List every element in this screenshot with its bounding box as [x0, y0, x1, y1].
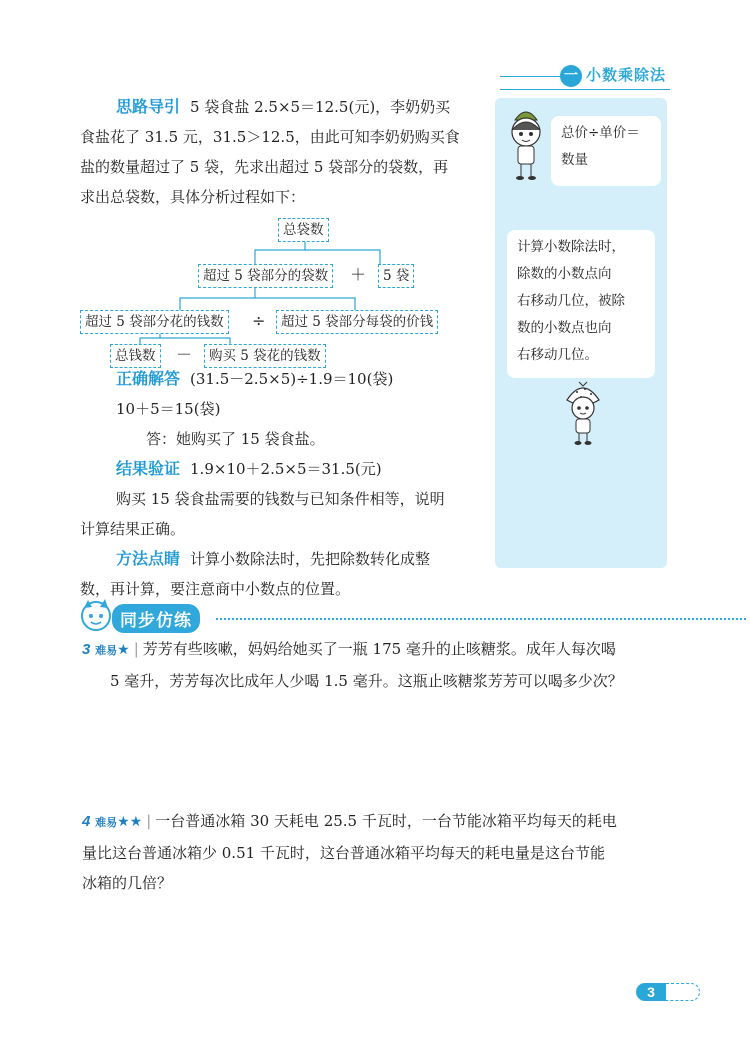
problem-4-line-1: 一台普通冰箱 30 天耗电 25.5 千瓦时，一台节能冰箱平均每天的耗电	[155, 812, 617, 830]
practice-dotted-rule	[216, 618, 746, 620]
page-number-value: 3	[636, 983, 666, 1001]
problem-4	[82, 806, 672, 898]
thinking-line-4: 求出总袋数，具体分析过程如下：	[80, 188, 306, 206]
problem-4-difficulty: 难易	[95, 816, 118, 829]
problem-4-line-3: 冰箱的几倍？	[82, 874, 173, 892]
result-verify	[80, 454, 490, 544]
problem-4-line-2: 量比这台普通冰箱少 0.51 千瓦时，这台普通冰箱平均每天的耗电量是这台节能	[82, 844, 605, 862]
girl-character-icon	[501, 106, 551, 182]
verify-label: 结果验证	[116, 459, 181, 478]
problem-3-number: 3	[82, 641, 91, 658]
section-header	[500, 62, 720, 92]
thinking-line-3: 盐的数量超过了 5 袋，先求出超过 5 袋部分的袋数，再	[80, 158, 449, 176]
tip-2-line-3: 右移动几位，被除	[517, 293, 625, 309]
tree-extra-bags: 超过 5 袋部分的袋数	[198, 264, 333, 288]
problem-4-separator: |	[146, 812, 152, 830]
answer-line-1: (31.5－2.5×5)÷1.9＝10(袋)	[190, 370, 394, 388]
tip-1-line-1: 总价÷单价＝	[561, 125, 640, 141]
problem-3-line-2: 5 毫升，芳芳每次比成年人少喝 1.5 毫升。这瓶止咳糖浆芳芳可以喝多少次？	[110, 672, 623, 690]
tree-minus-sign: －	[176, 345, 193, 364]
section-number-badge: 一	[560, 65, 582, 87]
tip-2-line-4: 数的小数点也向	[517, 320, 612, 336]
tree-five-cost: 购买 5 袋花的钱数	[204, 344, 326, 368]
verify-line-2: 购买 15 袋食盐需要的钱数与已知条件相等，说明	[116, 490, 445, 508]
verify-line-1: 1.9×10＋2.5×5＝31.5(元)	[190, 460, 382, 478]
practice-title: 同步仿练	[112, 604, 200, 633]
problem-3	[82, 634, 672, 696]
thinking-label: 思路导引	[116, 97, 181, 116]
section-title: 小数乘除法	[586, 66, 667, 84]
method-line-2: 数，再计算，要注意商中小数点的位置。	[80, 580, 351, 598]
problem-3-stars: ★	[117, 642, 130, 658]
problem-3-separator: |	[133, 640, 139, 658]
answer-line-3: 答：她购买了 15 袋食盐。	[146, 430, 325, 448]
header-underline	[500, 89, 670, 90]
tip-2-line-2: 除数的小数点向	[517, 266, 612, 282]
practice-banner	[78, 598, 678, 638]
tree-total-bags: 总袋数	[278, 218, 329, 242]
problem-4-stars: ★★	[117, 814, 143, 830]
problem-4-number: 4	[82, 813, 91, 830]
worked-example	[80, 92, 490, 604]
method-line-1: 计算小数除法时，先把除数转化成整	[190, 550, 431, 568]
verify-line-3: 计算结果正确。	[80, 520, 186, 538]
strawberry-character-icon	[561, 380, 605, 446]
tip-bubble-2	[507, 230, 655, 378]
tip-1-line-2: 数量	[561, 152, 588, 168]
answer-line-2: 10＋5＝15(袋)	[116, 400, 221, 418]
problem-3-line-1: 芳芳有些咳嗽，妈妈给她买了一瓶 175 毫升的止咳糖浆。成年人每次喝	[142, 640, 616, 658]
tip-bubble-1	[551, 116, 661, 186]
header-rule	[500, 76, 560, 77]
tree-divide-sign: ÷	[252, 311, 266, 330]
tree-five-bags: 5 袋	[378, 264, 414, 288]
thinking-line-2: 食盐花了 31.5 元，31.5＞12.5，由此可知李奶奶购买食	[80, 128, 460, 146]
analysis-tree	[80, 214, 490, 364]
page-number-tail	[666, 983, 700, 1001]
tree-extra-money: 超过 5 袋部分花的钱数	[80, 310, 229, 334]
correct-answer	[80, 364, 490, 454]
tip-2-line-1: 计算小数除法时，	[517, 239, 625, 255]
thinking-guide	[80, 92, 490, 212]
tree-plus-sign: ＋	[350, 265, 367, 284]
answer-label: 正确解答	[116, 369, 181, 388]
page-number	[636, 983, 700, 1001]
tip-2-line-5: 右移动几位。	[517, 347, 598, 363]
tree-extra-price: 超过 5 袋部分每袋的价钱	[276, 310, 438, 334]
sidebar-notes	[495, 98, 667, 568]
thinking-line-1: 5 袋食盐 2.5×5＝12.5(元)，李奶奶买	[190, 98, 451, 116]
tree-total-money: 总钱数	[110, 344, 161, 368]
method-tip	[80, 544, 490, 604]
method-label: 方法点睛	[116, 549, 181, 568]
problem-3-difficulty: 难易	[95, 644, 118, 657]
